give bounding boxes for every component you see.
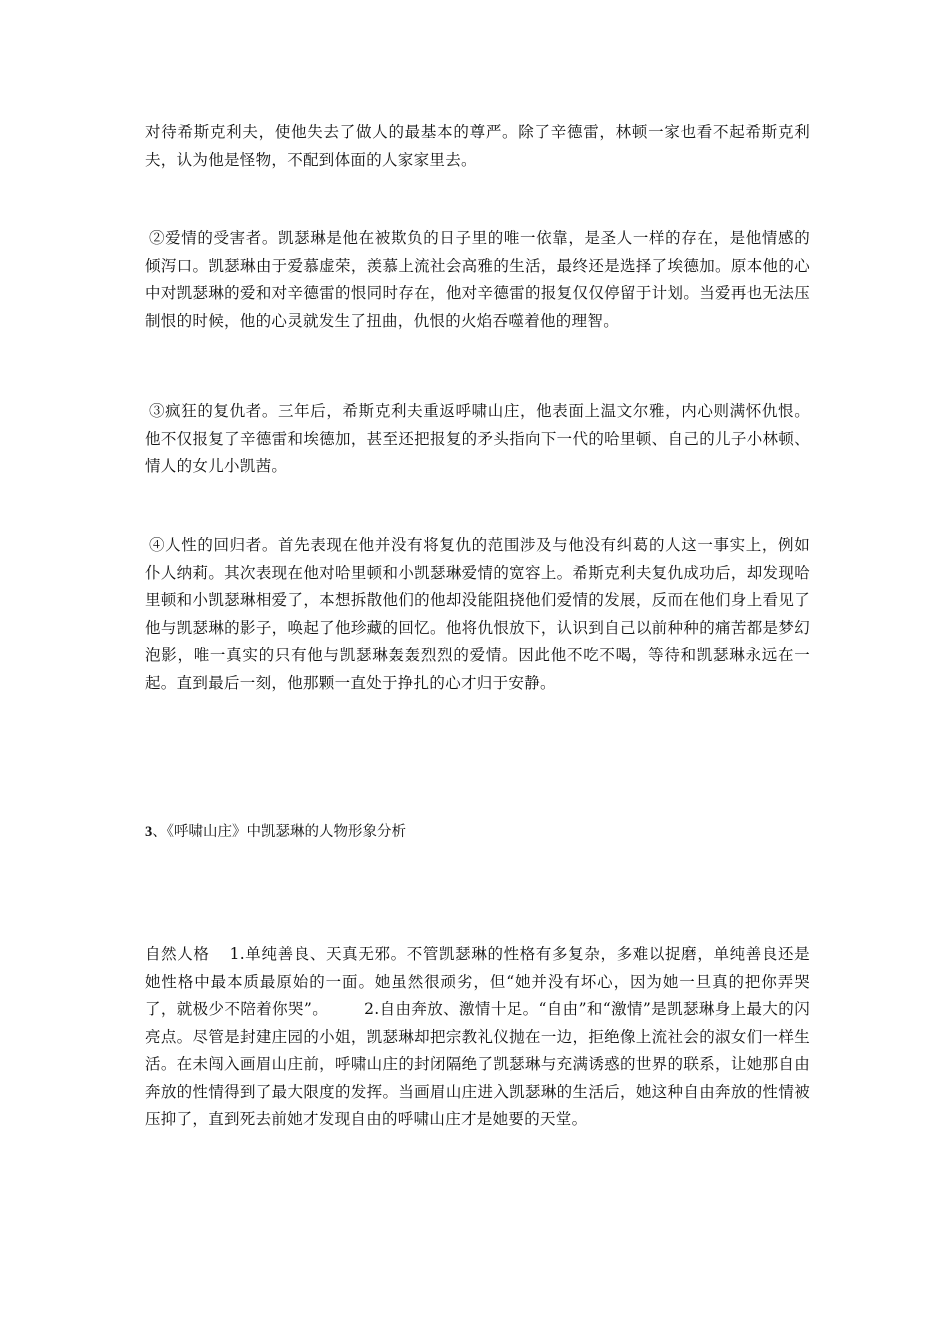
trait-1-text: 1.单纯善良、天真无邪。不管凯瑟琳的性格有多复杂，多难以捉磨，单纯善良还是她性格中最本质最原始的一面。她虽然很顽劣，但“她并没有坏心，因为她一旦真的把你弄哭了，就极少不陪着你哭”。 xyxy=(145,945,810,1018)
heading-text: 、《呼啸山庄》中凯瑟琳的人物形象分析 xyxy=(152,824,406,840)
natural-personality-label: 自然人格 xyxy=(145,945,210,963)
paragraph-avenger: ③疯狂的复仇者。三年后，希斯克利夫重返呼啸山庄，他表面上温文尔雅，内心则满怀仇恨。他不仅报复了辛德雷和埃德加，甚至还把报复的矛头指向下一代的哈里顿、自己的儿子小林顿、情人的女儿小凯茜。 xyxy=(145,402,810,475)
paragraph-love-victim: ②爱情的受害者。凯瑟琳是他在被欺负的日子里的唯一依靠，是圣人一样的存在，是他情感的倾泻口。凯瑟琳由于爱慕虚荣，羡慕上流社会高雅的生活，最终还是选择了埃德加。原本他的心中对凯瑟琳的爱和对辛德雷的恨同时存在，他对辛德雷的报复仅仅停留于计划。当爱再也无法压制恨的时候，他的心灵就发生了扭曲，仇恨的火焰吞噬着他的理智。 xyxy=(145,229,810,330)
paragraph-1: 对待希斯克利夫，使他失去了做人的最基本的尊严。除了辛德雷，林顿一家也看不起希斯克利夫，认为他是怪物，不配到体面的人家家里去。 xyxy=(145,123,810,169)
heading-number: 3 xyxy=(145,824,153,840)
paragraph-humanity-return: ④人性的回归者。首先表现在他并没有将复仇的范围涉及与他没有纠葛的人这一事实上，例如仆人纳莉。其次表现在他对哈里顿和小凯瑟琳爱情的宽容上。希斯克利夫复仇成功后，却发现哈里顿和小凯瑟琳相爱了，本想拆散他们的他却没能阻挠他们爱情的发展，反而在他们身上看见了他与凯瑟琳的影子，唤起了他珍藏的回忆。他将仇恨放下，认识到自己以前种种的痛苦都是梦幻泡影，唯一真实的只有他与凯瑟琳轰轰烈烈的爱情。因此他不吃不喝，等待和凯瑟琳永远在一起。直到最后一刻，他那颗一直处于挣扎的心才归于安静。 xyxy=(145,536,810,692)
paragraph-catherine xyxy=(145,941,810,1134)
trait-2-text: 2.自由奔放、激情十足。“自由”和“激情”是凯瑟琳身上最大的闪亮点。尽管是封建庄园的小姐，凯瑟琳却把宗教礼仪抛在一边，拒绝像上流社会的淑女们一样生活。在未闯入画眉山庄前，呼啸山庄的封闭隔绝了凯瑟琳与充满诱惑的世界的联系，让她那自由奔放的性情得到了最大限度的发挥。当画眉山庄进入凯瑟琳的生活后，她这种自由奔放的性情被压抑了，直到死去前她才发现自由的呼啸山庄才是她要的天堂。 xyxy=(145,1000,810,1128)
section-heading xyxy=(145,820,406,841)
